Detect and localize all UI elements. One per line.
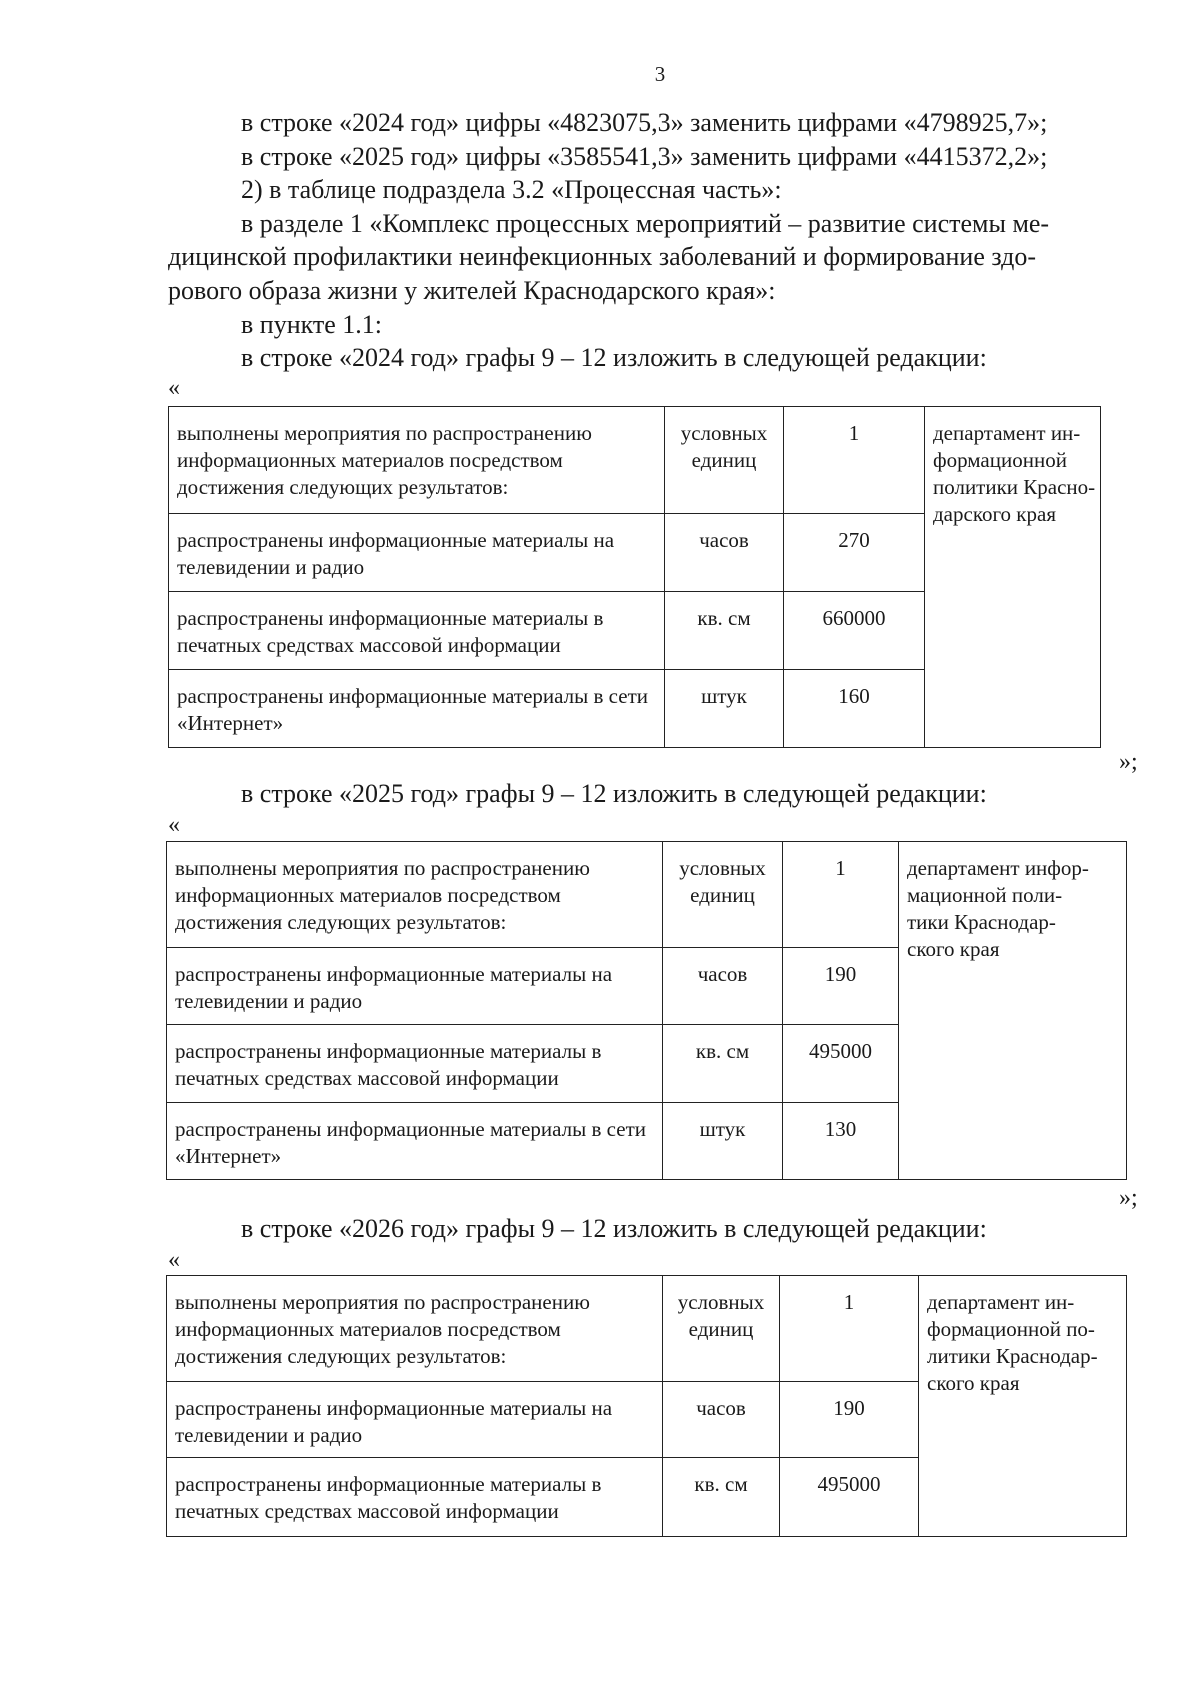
table-row	[169, 407, 1101, 514]
result-cell: выполнены мероприятия по распространению информационных материалов посредством достижения следующих результатов:	[167, 1276, 663, 1382]
intro-paragraph-line-1: в разделе 1 «Комплекс процессных мероприятий – развитие системы ме-	[241, 209, 1050, 238]
department-line: ского края	[927, 1371, 1020, 1395]
department-line: формационной по-	[927, 1317, 1095, 1341]
value-cell: 160	[784, 670, 925, 748]
value-cell: 1	[780, 1276, 919, 1382]
unit-cell: кв. см	[663, 1458, 780, 1537]
result-cell: распространены информационные материалы на телевидении и радио	[169, 514, 665, 592]
value-cell: 130	[783, 1103, 899, 1180]
result-cell: распространены информационные материалы в печатных средствах массовой информации	[167, 1025, 663, 1103]
unit-cell: условных единиц	[663, 842, 783, 948]
department-line: дарского края	[933, 502, 1056, 526]
unit-cell: штук	[665, 670, 784, 748]
department-line: департамент инфор-	[907, 856, 1089, 880]
table-2024	[168, 406, 1101, 748]
table-2025	[166, 841, 1127, 1180]
result-cell: выполнены мероприятия по распространению информационных материалов посредством достижения следующих результатов:	[169, 407, 665, 514]
open-quote: «	[168, 1247, 180, 1273]
department-cell	[925, 407, 1101, 748]
value-cell: 270	[784, 514, 925, 592]
value-cell: 1	[784, 407, 925, 514]
value-cell: 495000	[783, 1025, 899, 1103]
table-row	[167, 842, 1127, 948]
result-cell: распространены информационные материалы в сети «Интернет»	[167, 1103, 663, 1180]
close-quote: »;	[1119, 1185, 1138, 1211]
department-line: литики Краснодар-	[927, 1344, 1098, 1368]
intro-line-4: в пункте 1.1:	[241, 310, 383, 339]
unit-cell: условных единиц	[665, 407, 784, 514]
department-line: департамент ин-	[933, 421, 1081, 445]
department-line: тики Краснодар-	[907, 910, 1056, 934]
result-cell: распространены информационные материалы на телевидении и радио	[167, 948, 663, 1025]
section-2026-heading: в строке «2026 год» графы 9 – 12 изложить в следующей редакции:	[241, 1214, 987, 1243]
intro-line-1: в строке «2024 год» цифры «4823075,3» заменить цифрами «4798925,7»;	[241, 108, 1048, 137]
page-number: 3	[654, 62, 666, 86]
close-quote: »;	[1119, 749, 1138, 775]
department-cell	[899, 842, 1127, 1180]
department-cell	[919, 1276, 1127, 1537]
open-quote: «	[168, 812, 180, 838]
department-line: политики Красно-	[933, 475, 1096, 499]
result-cell: выполнены мероприятия по распространению информационных материалов посредством достижения следующих результатов:	[167, 842, 663, 948]
section-2024-heading: в строке «2024 год» графы 9 – 12 изложить в следующей редакции:	[241, 343, 987, 372]
open-quote: «	[168, 375, 180, 401]
intro-line-2: в строке «2025 год» цифры «3585541,3» заменить цифрами «4415372,2»;	[241, 142, 1048, 171]
value-cell: 660000	[784, 592, 925, 670]
intro-paragraph-line-3: рового образа жизни у жителей Краснодарского края»:	[168, 276, 776, 305]
result-cell: распространены информационные материалы в печатных средствах массовой информации	[169, 592, 665, 670]
result-cell: распространены информационные материалы в сети «Интернет»	[169, 670, 665, 748]
section-2025-heading: в строке «2025 год» графы 9 – 12 изложить в следующей редакции:	[241, 779, 987, 808]
unit-cell: часов	[665, 514, 784, 592]
value-cell: 190	[780, 1382, 919, 1458]
value-cell: 1	[783, 842, 899, 948]
intro-line-3: 2) в таблице подраздела 3.2 «Процессная часть»:	[241, 175, 782, 204]
table-2026	[166, 1275, 1127, 1537]
result-cell: распространены информационные материалы в печатных средствах массовой информации	[167, 1458, 663, 1537]
department-line: ского края	[907, 937, 1000, 961]
unit-cell: часов	[663, 948, 783, 1025]
unit-cell: кв. см	[663, 1025, 783, 1103]
unit-cell: часов	[663, 1382, 780, 1458]
department-line: департамент ин-	[927, 1290, 1075, 1314]
table-row	[167, 1276, 1127, 1382]
department-line: мационной поли-	[907, 883, 1063, 907]
unit-cell: условных единиц	[663, 1276, 780, 1382]
intro-paragraph-line-2: дицинской профилактики неинфекционных заболеваний и формирование здо-	[168, 242, 1037, 271]
value-cell: 190	[783, 948, 899, 1025]
result-cell: распространены информационные материалы на телевидении и радио	[167, 1382, 663, 1458]
unit-cell: кв. см	[665, 592, 784, 670]
department-line: формационной	[933, 448, 1067, 472]
value-cell: 495000	[780, 1458, 919, 1537]
unit-cell: штук	[663, 1103, 783, 1180]
